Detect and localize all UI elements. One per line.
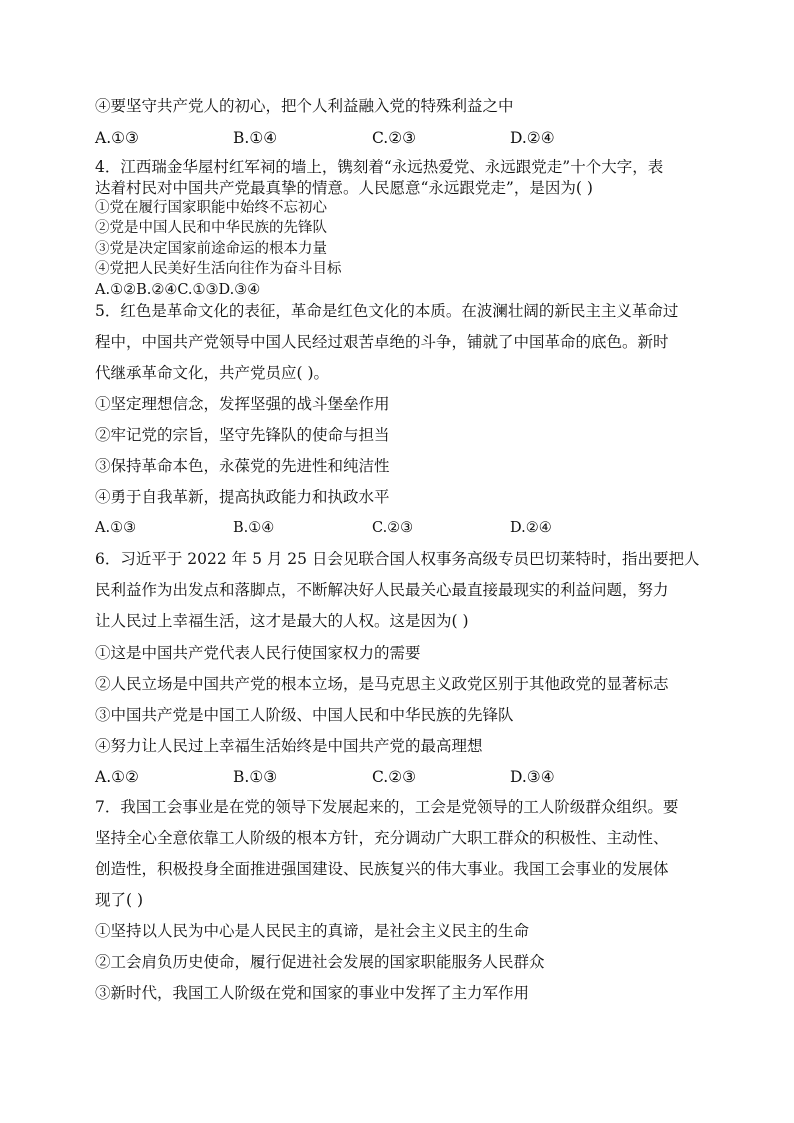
- q5-stem-line-2: 程中，中国共产党领导中国人民经过艰苦卓绝的斗争，铺就了中国革命的底色。新时: [95, 333, 669, 351]
- q4-stem-line-2: 达着村民对中国共产党最真挚的情意。人民愿意“永远跟党走”，是因为( ): [95, 179, 593, 197]
- q6-item-1: ①这是中国共产党代表人民行使国家权力的需要: [95, 644, 421, 662]
- q6-stem-line-2: 民利益作为出发点和落脚点，不断解决好人民最关心最直接最现实的利益问题，努力: [95, 581, 669, 599]
- q4-stem-line-1: 4．江西瑞金华屋村红军祠的墙上，镌刻着“永远热爱党、永远跟党走”十个大字，表: [95, 158, 664, 176]
- q3-item-4: ④要坚守共产党人的初心，把个人利益融入党的特殊利益之中: [95, 97, 514, 115]
- q6-option-b[interactable]: B.①③: [233, 768, 278, 786]
- q5-options: [95, 518, 715, 538]
- q7-item-2: ②工会肩负历史使命，履行促进社会发展的国家职能服务人民群众: [95, 953, 545, 971]
- q4-item-1: ①党在履行国家职能中始终不忘初心: [95, 200, 327, 216]
- q5-item-4: ④勇于自我革新，提高执政能力和执政水平: [95, 488, 390, 506]
- q5-stem-line-1: 5．红色是革命文化的表征，革命是红色文化的本质。在波澜壮阔的新民主主义革命过: [95, 302, 679, 320]
- q6-stem-line-1: 6．习近平于 2022 年 5 月 25 日会见联合国人权事务高级专员巴切莱特时，指出要把人: [95, 550, 700, 568]
- q7-item-1: ①坚持以人民为中心是人民民主的真谛，是社会主义民主的生命: [95, 922, 530, 940]
- q7-stem-line-3: 创造性，积极投身全面推进强国建设、民族复兴的伟大事业。我国工会事业的发展体: [95, 860, 669, 878]
- q5-option-d[interactable]: D.②④: [510, 520, 552, 536]
- q4-item-2: ②党是中国人民和中华民族的先锋队: [95, 220, 327, 236]
- q6-option-a[interactable]: A.①②: [95, 768, 139, 786]
- q6-item-4: ④努力让人民过上幸福生活始终是中国共产党的最高理想: [95, 737, 483, 755]
- q5-item-1: ①坚定理想信念，发挥坚强的战斗堡垒作用: [95, 395, 390, 413]
- q3-options: [95, 128, 715, 148]
- q5-item-2: ②牢记党的宗旨，坚守先锋队的使命与担当: [95, 426, 390, 444]
- q7-item-3: ③新时代，我国工人阶级在党和国家的事业中发挥了主力军作用: [95, 984, 530, 1002]
- q5-stem-line-3: 代继承革命文化，共产党员应( )。: [95, 364, 330, 382]
- q6-options: [95, 767, 715, 787]
- q6-option-c[interactable]: C.②③: [372, 768, 417, 786]
- q4-item-3: ③党是决定国家前途命运的根本力量: [95, 241, 327, 257]
- q5-item-3: ③保持革命本色，永葆党的先进性和纯洁性: [95, 457, 390, 475]
- q6-item-2: ②人民立场是中国共产党的根本立场，是马克思主义政党区别于其他政党的显著标志: [95, 675, 669, 693]
- q3-option-b[interactable]: B.①④: [233, 129, 278, 147]
- q4-item-4: ④党把人民美好生活向往作为奋斗目标: [95, 261, 342, 277]
- q6-stem-line-3: 让人民过上幸福生活，这才是最大的人权。这是因为( ): [95, 612, 469, 630]
- q3-option-c[interactable]: C.②③: [372, 129, 417, 147]
- q5-option-c[interactable]: C.②③: [372, 520, 414, 536]
- q6-item-3: ③中国共产党是中国工人阶级、中国人民和中华民族的先锋队: [95, 706, 514, 724]
- q7-stem-line-1: 7．我国工会事业是在党的领导下发展起来的，工会是党领导的工人阶级群众组织。要: [95, 798, 679, 816]
- q7-stem-line-2: 坚持全心全意依靠工人阶级的根本方针，充分调动广大职工群众的积极性、主动性、: [95, 829, 669, 847]
- q6-option-d[interactable]: D.③④: [510, 768, 555, 786]
- q3-option-d[interactable]: D.②④: [510, 129, 555, 147]
- q3-option-a[interactable]: A.①③: [95, 129, 139, 147]
- q7-stem-line-4: 现了( ): [95, 891, 144, 909]
- q5-option-a[interactable]: A.①③: [95, 520, 137, 536]
- q5-option-b[interactable]: B.①④: [233, 520, 275, 536]
- q4-options[interactable]: A.①②B.②④C.①③D.③④: [95, 282, 261, 298]
